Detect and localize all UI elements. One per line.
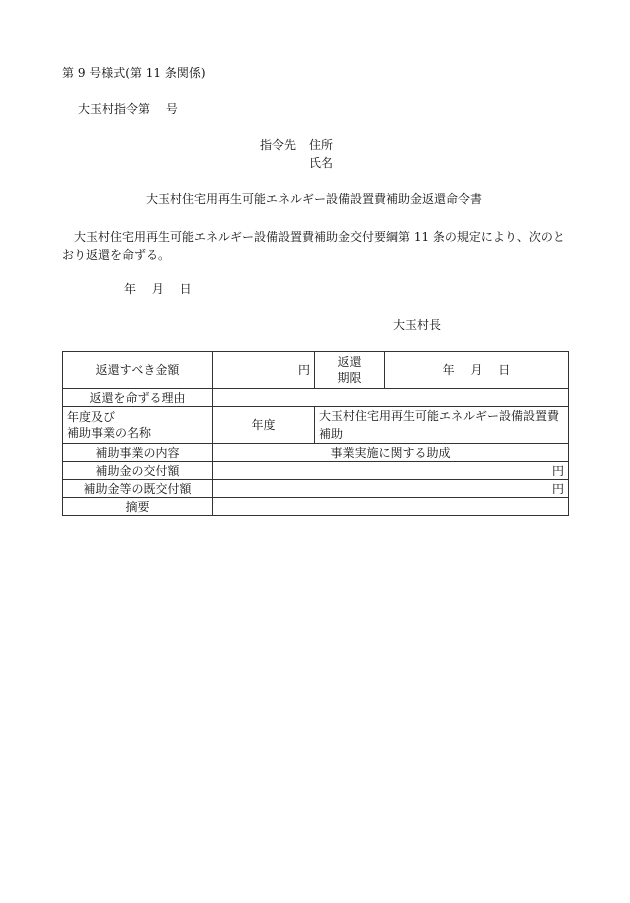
reason-label: 返還を命ずる理由 bbox=[63, 389, 213, 407]
document-title: 大玉村住宅用再生可能エネルギー設備設置費補助金返還命令書 bbox=[146, 192, 483, 206]
table-row bbox=[63, 498, 569, 516]
recipient-name-label: 氏名 bbox=[309, 156, 334, 170]
table-row bbox=[63, 389, 569, 407]
prior-grant-label: 補助金等の既交付額 bbox=[63, 480, 213, 498]
refund-amount-value: 円 bbox=[213, 352, 315, 389]
project-content-value: 事業実施に関する助成 bbox=[213, 444, 569, 462]
grant-amount-value: 円 bbox=[213, 462, 569, 480]
table-row bbox=[63, 352, 569, 389]
refund-deadline-label: 返還 期限 bbox=[315, 352, 385, 389]
remarks-value bbox=[213, 498, 569, 516]
table-row bbox=[63, 407, 569, 444]
fiscal-year-label: 年度及び 補助事業の名称 bbox=[63, 407, 213, 444]
directive-number: 大玉村指令第 号 bbox=[78, 102, 178, 116]
prior-grant-value: 円 bbox=[213, 480, 569, 498]
recipient-label: 指令先 bbox=[260, 138, 297, 152]
table-row bbox=[63, 444, 569, 462]
table-row bbox=[63, 462, 569, 480]
date-line: 年 月 日 bbox=[124, 282, 192, 296]
reason-value bbox=[213, 389, 569, 407]
grant-amount-label: 補助金の交付額 bbox=[63, 462, 213, 480]
refund-order-table bbox=[62, 351, 569, 516]
form-number: 第 9 号様式(第 11 条関係) bbox=[62, 66, 206, 80]
project-content-label: 補助事業の内容 bbox=[63, 444, 213, 462]
project-name: 大玉村住宅用再生可能エネルギー設備設置費補助 bbox=[315, 407, 569, 444]
body-text: 大玉村住宅用再生可能エネルギー設備設置費補助金交付要綱第 11 条の規定により、次のとおり返還を命ずる。 bbox=[62, 230, 565, 262]
refund-amount-label: 返還すべき金額 bbox=[63, 352, 213, 389]
fiscal-year-unit: 年度 bbox=[213, 407, 315, 444]
issuer: 大玉村長 bbox=[393, 318, 442, 332]
remarks-label: 摘要 bbox=[63, 498, 213, 516]
table-row bbox=[63, 480, 569, 498]
recipient-address-label: 住所 bbox=[309, 138, 334, 152]
refund-deadline-value: 年 月 日 bbox=[385, 352, 569, 389]
